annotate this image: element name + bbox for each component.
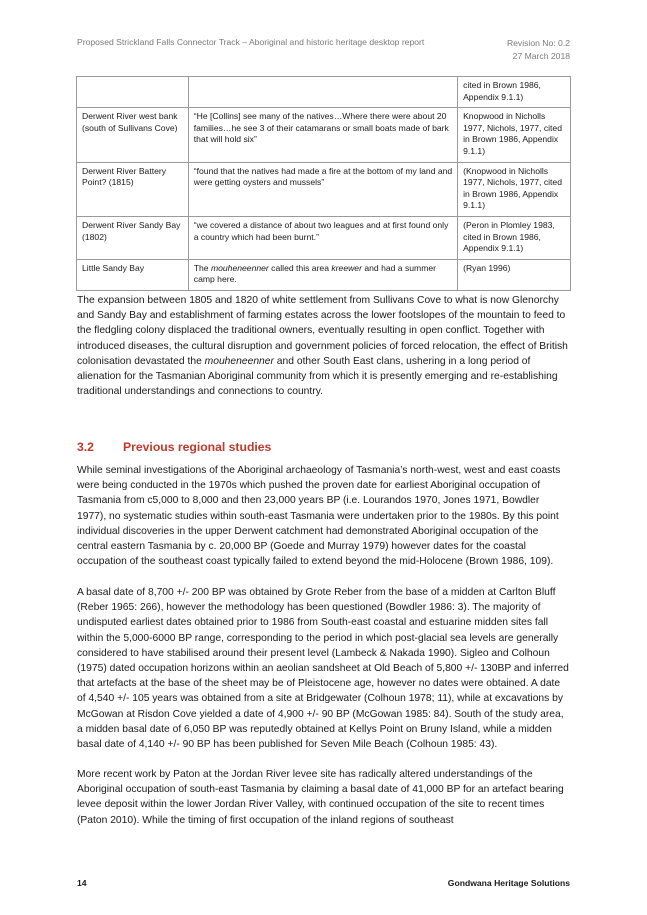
- table-cell-location: Derwent River west bank (south of Sullivans Cove): [77, 108, 189, 162]
- page-number: 14: [77, 878, 87, 888]
- quote-text: called this area: [268, 262, 332, 273]
- header-title: Proposed Strickland Falls Connector Track – Aboriginal and historic heritage desktop report: [77, 37, 425, 47]
- table-cell-location: Derwent River Sandy Bay (1802): [77, 216, 189, 259]
- table-cell-quote: [188, 77, 457, 108]
- header-revision-block: [507, 37, 570, 63]
- section-title: Previous regional studies: [123, 440, 272, 454]
- table-cell-source: (Ryan 1996): [458, 259, 571, 290]
- quote-text: and had a summer camp here.: [193, 262, 436, 285]
- table-cell-location: [77, 77, 189, 108]
- body-paragraph: A basal date of 8,700 +/- 200 BP was obtained by Grote Reber from the base of a midden at Carlton Bluff (Reber 1965: 266), however the methodology has been questioned (Bowdler 1986: 3). The majority of undisputed earliest dates obtained prior to 1986 from South-east coastal and estuarine midden sites fall within the 5,000-6000 BP range, corresponding to the period in which post-glacial sea levels are generally considered to have stabilised around their present level (Lambeck & Nakada 1990). Sigleo and Colhoun (1975) dated occupation horizons within an aeolian sandsheet at Old Beach of 5,800 +/- 130BP and inferred that artefacts at the base of the sheet may be of Pleistocene age, however no dates were obtained. A date of 4,540 +/- 105 years was obtained from a site at Bridgewater (Colhoun 1978; 11), while at excavations by McGowan at Risdon Cove yielded a date of 4,900 +/- 90 BP (McGowan 1985: 84). South of the study area, a midden basal date of 6,050 BP was reputedly obtained at Kellys Point on Bruny Island, while a midden basal date of 4,140 +/- 90 BP has been published for Seven Mile Beach (Colhoun 1985: 43).: [77, 587, 569, 751]
- quote-text: The: [193, 262, 211, 273]
- paragraph-text: and other South East clans, ushering in a long period of alienation for the Tasmanian Aboriginal community from which it is presently emerging and re-establishing traditional understandings and connections to country.: [77, 355, 558, 398]
- paragraph-emphasis: mouheneenner: [204, 355, 274, 367]
- table-cell-quote: [188, 259, 457, 290]
- quote-emphasis: kreewer: [331, 262, 362, 273]
- table-row: [77, 162, 571, 216]
- sources-table: [76, 76, 571, 291]
- section-heading: [77, 440, 271, 454]
- body-paragraph: More recent work by Paton at the Jordan River levee site has radically altered understandings of the Aboriginal occupation of south-east Tasmania by claiming a basal date of 41,000 BP for an artefact bearing levee deposit within the lower Jordan River Valley, with continued occupation of the site to recent times (Paton 2010). While the timing of first occupation of the inland regions of southeast: [77, 769, 564, 826]
- table-cell-source: (Knopwood in Nicholls 1977, Nichols, 1977, cited in Brown 1986, Appendix 9.1.1): [458, 162, 571, 216]
- body-paragraph: While seminal investigations of the Aboriginal archaeology of Tasmania’s north-west, west and east coasts were being conducted in the 1970s which pushed the proven date for earliest Aboriginal occupation of Tasmania from c5,000 to 8,000 and then 23,000 years BP (i.e. Lourandos 1970, Jones 1971, Bowdler 1977), no systematic studies within south-east Tasmania were undertaken prior to the 1980s. By this point individual discoveries in the upper Derwent catchment had demonstrated Aboriginal occupation of the central eastern Tasmania by c. 20,000 BP (Goede and Murray 1979) however dates for the coastal occupation of the southeast coast typically failed to extend beyond the mid-Holocene (Brown 1986, 109).: [77, 465, 561, 568]
- table-cell-source: (Peron in Plomley 1983, cited in Brown 1986, Appendix 9.1.1): [458, 216, 571, 259]
- table-cell-source: Knopwood in Nicholls 1977, Nichols, 1977, cited in Brown 1986, Appendix 9.1.1): [458, 108, 571, 162]
- quote-emphasis: mouheneenner: [210, 262, 269, 273]
- body-paragraph: [77, 293, 571, 399]
- table-cell-quote: “He [Collins] see many of the natives…Where there were about 20 families…he see 3 of their catamarans or small boats made of bark that will hold six”: [188, 108, 457, 162]
- section-number: 3.2: [77, 440, 94, 454]
- table-cell-location: Derwent River Battery Point? (1815): [77, 162, 189, 216]
- table-cell-quote: “we covered a distance of about two leagues and at first found only a country which had been burnt.”: [188, 216, 457, 259]
- paragraph-text: The expansion between 1805 and 1820 of white settlement from Sullivans Cove to what is now Glenorchy and Sandy Bay and establishment of farming estates across the lower footslopes of the mountain to feed to the fledgling colony displaced the traditional owners, eventually resulting in open conflict. Together with introduced diseases, the cultural disruption and government policies of forced relocation, the effect of British colonisation devastated the: [77, 295, 568, 367]
- table-row: [77, 108, 571, 162]
- header-date: 27 March 2018: [512, 51, 570, 61]
- footer-company: Gondwana Heritage Solutions: [447, 878, 570, 888]
- table-cell-location: Little Sandy Bay: [77, 259, 189, 290]
- table-cell-source: cited in Brown 1986, Appendix 9.1.1): [458, 77, 571, 108]
- table-cell-quote: “found that the natives had made a fire at the bottom of my land and were getting oysters and mussels”: [188, 162, 457, 216]
- header-revision: Revision No: 0.2: [506, 38, 570, 48]
- table-row: [77, 216, 571, 259]
- table-row: [77, 77, 571, 108]
- table-row: [77, 259, 571, 290]
